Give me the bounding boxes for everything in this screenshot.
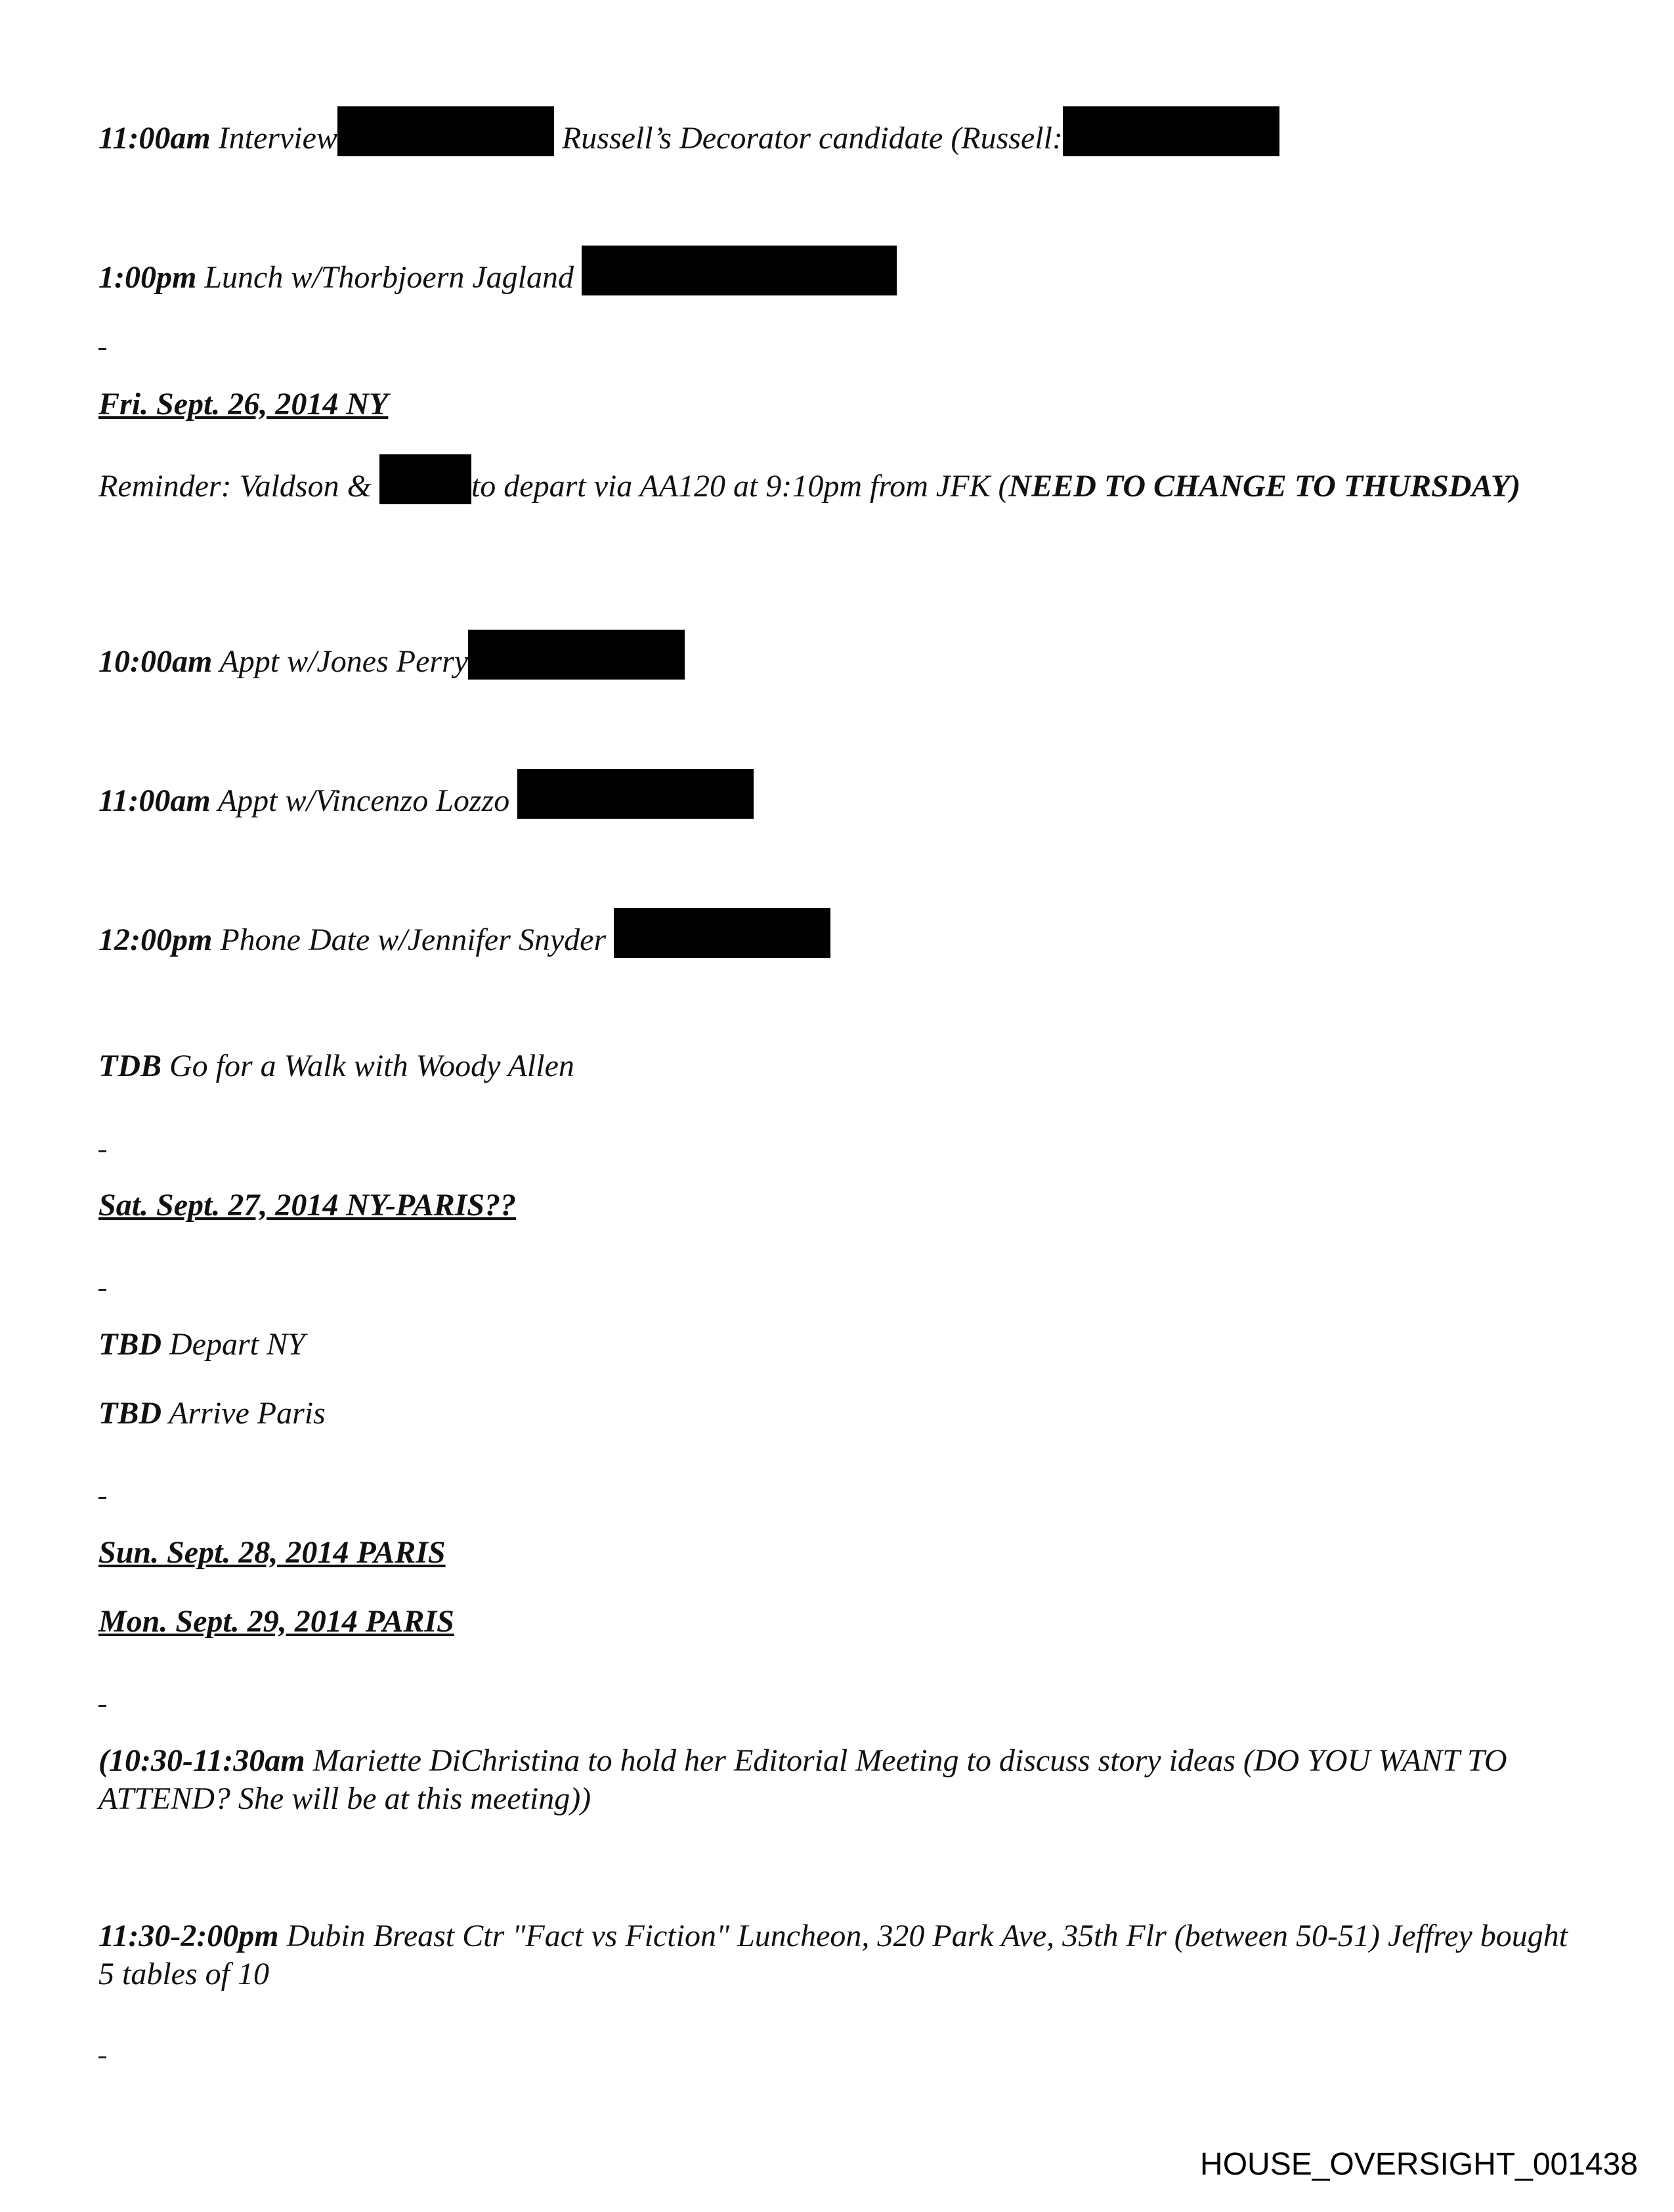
- redaction-box: [337, 106, 554, 156]
- entry-reminder: [98, 454, 1576, 506]
- entry-walk: [98, 1047, 574, 1085]
- entry-time: 11:00am: [98, 121, 211, 156]
- entry-time: (10:30-11:30am: [98, 1743, 305, 1778]
- redaction-box: [379, 454, 471, 504]
- entry-text: Appt w/Jones Perry: [219, 644, 469, 679]
- entry-text: Reminder: Valdson &: [98, 469, 372, 504]
- separator-dash: [98, 1497, 106, 1499]
- date-heading: [98, 1534, 446, 1572]
- redaction-box: [1063, 106, 1279, 156]
- separator-dash: [98, 1150, 106, 1152]
- entry-text: Interview: [218, 121, 337, 156]
- entry-text: Arrive Paris: [169, 1396, 326, 1431]
- date-heading: [98, 1603, 454, 1641]
- entry-time: TDB: [98, 1049, 161, 1083]
- entry-note: NEED TO CHANGE TO THURSDAY): [1008, 469, 1521, 504]
- separator-dash: [98, 348, 106, 350]
- entry-text: Dubin Breast Ctr "Fact vs Fiction" Luncheon, 320 Park Ave, 35th Flr (between 50-51) Jeffrey bought 5 tables of 10: [98, 1919, 1568, 1991]
- entry-text: Lunch w/Thorbjoern Jagland: [204, 260, 574, 295]
- entry-text: Phone Date w/Jennifer Snyder: [220, 922, 607, 957]
- entry-phone-date: [98, 908, 830, 959]
- redaction-box: [468, 630, 685, 680]
- entry-text: Appt w/Vincenzo Lozzo: [217, 783, 510, 818]
- entry-editorial-meeting: [98, 1742, 1576, 1818]
- date-heading-text: Sat. Sept. 27, 2014 NY-PARIS??: [98, 1188, 517, 1223]
- entry-interview: [98, 106, 1279, 158]
- redaction-box: [517, 769, 754, 819]
- entry-text: Go for a Walk with Woody Allen: [169, 1049, 574, 1083]
- entry-time: 11:30-2:00pm: [98, 1919, 279, 1953]
- separator-dash: [98, 1705, 106, 1707]
- date-heading-text: Sun. Sept. 28, 2014 PARIS: [98, 1535, 446, 1570]
- entry-time: 1:00pm: [98, 260, 197, 295]
- date-heading: [98, 1186, 516, 1225]
- entry-time: 11:00am: [98, 783, 211, 818]
- entry-time: TBD: [98, 1396, 161, 1431]
- entry-text: Depart NY: [169, 1327, 305, 1362]
- entry-time: 12:00pm: [98, 922, 213, 957]
- date-heading: [98, 385, 388, 423]
- entry-time: 10:00am: [98, 644, 213, 679]
- entry-appt-jones: [98, 630, 685, 681]
- entry-text: Mariette DiChristina to hold her Editorial Meeting to discuss story ideas (DO YOU WANT TO ATTEND? She will be at this meeting)): [98, 1743, 1507, 1816]
- redaction-box: [582, 246, 897, 295]
- entry-arrive: [98, 1395, 326, 1433]
- separator-dash: [98, 2056, 106, 2058]
- entry-text: to depart via AA120 at 9:10pm from JFK (: [471, 469, 1009, 504]
- redaction-box: [614, 908, 830, 958]
- entry-time: TBD: [98, 1327, 161, 1362]
- entry-depart: [98, 1326, 305, 1364]
- entry-luncheon: [98, 1917, 1576, 1993]
- entry-appt-lozzo: [98, 769, 754, 820]
- bates-number: HOUSE_OVERSIGHT_001438: [1200, 2147, 1638, 2182]
- entry-lunch: [98, 246, 897, 297]
- entry-text: Russell’s Decorator candidate (Russell:: [561, 121, 1063, 156]
- date-heading-text: Mon. Sept. 29, 2014 PARIS: [98, 1604, 454, 1639]
- separator-dash: [98, 1289, 106, 1291]
- date-heading-text: Fri. Sept. 26, 2014 NY: [98, 387, 389, 422]
